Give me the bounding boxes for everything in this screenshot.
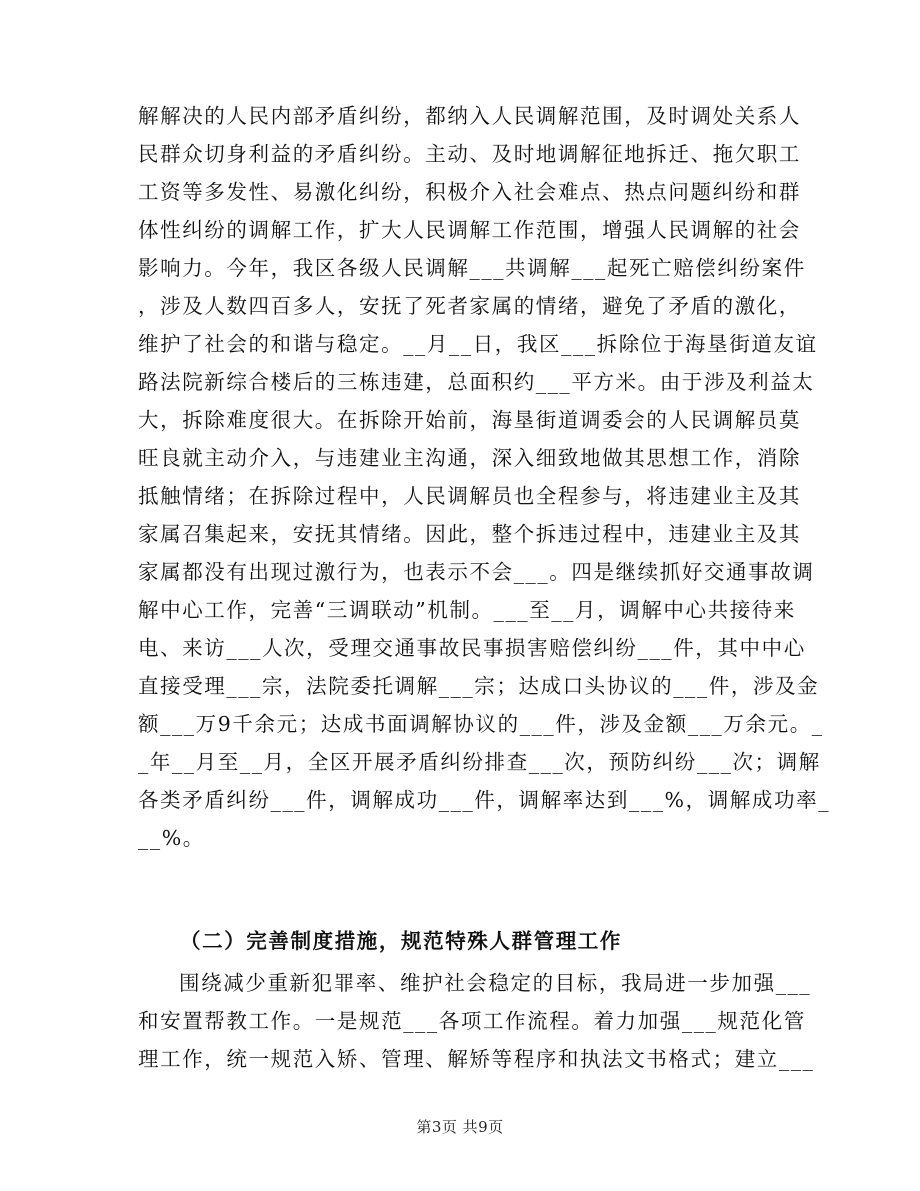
text-line: 民群众切身利益的矛盾纠纷。主动、及时地调解征地拆迁、拖欠职工: [138, 142, 801, 166]
text-line: 额___万9千余元；达成书面调解协议的___件，涉及金额___万余元。_: [138, 712, 824, 736]
text-line: 影响力。今年，我区各级人民调解___共调解___起死亡赔偿纠纷案件: [138, 256, 806, 280]
text-line: _年__月至__月，全区开展矛盾纠纷排查___次，预防纠纷___次；调解: [138, 750, 821, 774]
text-line: 路法院新综合楼后的三栋违建，总面积约___平方米。由于涉及利益太: [138, 370, 815, 394]
paragraph-2: [138, 964, 815, 1078]
text-line: 维护了社会的和谐与稳定。__月__日，我区___拆除位于海垦街道友谊: [138, 332, 818, 356]
section-heading: （二）完善制度措施，规范特殊人群管理工作: [180, 929, 622, 953]
text-line: 家属召集起来，安抚其情绪。因此，整个拆违过程中，违建业主及其: [138, 522, 801, 546]
text-line: 理工作，统一规范入矫、管理、解矫等程序和执法文书格式；建立___: [138, 1047, 815, 1071]
text-line: 各类矛盾纠纷___件，调解成功___件，调解率达到___%，调解成功率_: [138, 788, 831, 812]
page-number-footer: 第3页 共9页: [416, 1118, 504, 1136]
text-line: 工资等多发性、易激化纠纷，积极介入社会难点、热点问题纠纷和群: [138, 180, 801, 204]
text-line: 解中心工作，完善“三调联动”机制。___至__月，调解中心共接待来: [138, 598, 797, 622]
text-line: __%。: [138, 826, 205, 850]
text-line: ，涉及人数四百多人，安抚了死者家属的情绪，避免了矛盾的激化，: [138, 294, 801, 318]
text-line: 旺良就主动介入，与违建业主沟通，深入细致地做其思想工作，消除: [138, 446, 801, 470]
text-line: 电、来访___人次，受理交通事故民事损害赔偿纠纷___件，其中中心: [138, 636, 806, 660]
text-line: 围绕减少重新犯罪率、维护社会稳定的目标，我局进一步加强___: [179, 971, 812, 995]
text-line: 抵触情绪；在拆除过程中，人民调解员也全程参与，将违建业主及其: [138, 484, 801, 508]
text-line: 直接受理___宗，法院委托调解___宗；达成口头协议的___件，涉及金: [138, 674, 820, 698]
text-line: 和安置帮教工作。一是规范___各项工作流程。着力加强___规范化管: [138, 1009, 806, 1033]
text-line: 家属都没有出现过激行为，也表示不会___。四是继续抓好交通事故调: [138, 560, 815, 584]
text-line: 体性纠纷的调解工作，扩大人民调解工作范围，增强人民调解的社会: [138, 218, 801, 242]
paragraph-1: [138, 97, 831, 857]
text-line: 解解决的人民内部矛盾纠纷，都纳入人民调解范围，及时调处关系人: [138, 104, 801, 128]
text-line: 大，拆除难度很大。在拆除开始前，海垦街道调委会的人民调解员莫: [138, 408, 801, 432]
